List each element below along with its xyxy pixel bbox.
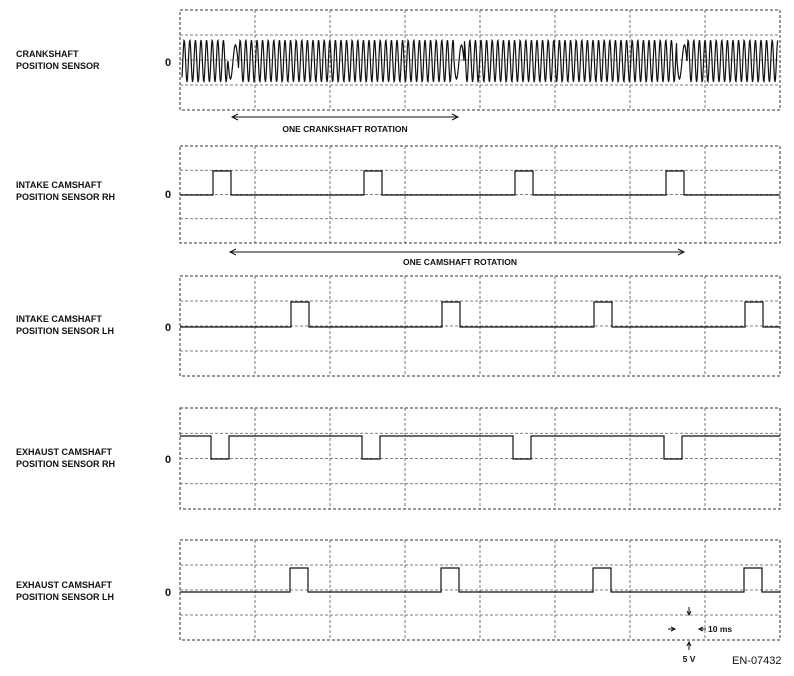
exhaust-rh-zero-label: 0	[165, 454, 172, 466]
exhaust-rh-label-line1: EXHAUST CAMSHAFT	[16, 447, 112, 457]
exhaust-rh-label-line2: POSITION SENSOR RH	[16, 459, 116, 469]
time-scale-label: 10 ms	[708, 624, 733, 634]
intake-lh-scope-panel	[180, 276, 780, 376]
exhaust-lh-zero-label: 0	[165, 587, 172, 599]
time-scale-marker	[668, 627, 706, 631]
crank-rotation-arrow	[232, 114, 458, 120]
exhaust-lh-label-line2: POSITION SENSOR LH	[16, 592, 115, 602]
exhaust-rh-scope-panel	[180, 408, 780, 509]
intake-lh-zero-label: 0	[165, 322, 172, 334]
intake-rh-label-line2: POSITION SENSOR RH	[16, 192, 116, 202]
exhaust-lh-scope-panel	[180, 540, 780, 640]
figure-code: EN-07432	[732, 655, 782, 667]
exhaust-lh-label-line1: EXHAUST CAMSHAFT	[16, 580, 112, 590]
voltage-scale-label: 5 V	[682, 654, 696, 664]
cam-rotation-arrow	[230, 249, 684, 255]
intake-lh-label-line1: INTAKE CAMSHAFT	[16, 314, 102, 324]
crank-label-line2: POSITION SENSOR	[16, 61, 100, 71]
crank-label-line1: CRANKSHAFT	[16, 49, 79, 59]
crank-rotation-label: ONE CRANKSHAFT ROTATION	[282, 124, 408, 134]
intake-rh-label-line1: INTAKE CAMSHAFT	[16, 180, 102, 190]
intake-lh-label-line2: POSITION SENSOR LH	[16, 326, 115, 336]
voltage-scale-marker	[687, 607, 691, 650]
cam-rotation-label: ONE CAMSHAFT ROTATION	[403, 257, 517, 267]
crank-zero-label: 0	[165, 57, 172, 69]
intake-rh-zero-label: 0	[165, 189, 172, 201]
